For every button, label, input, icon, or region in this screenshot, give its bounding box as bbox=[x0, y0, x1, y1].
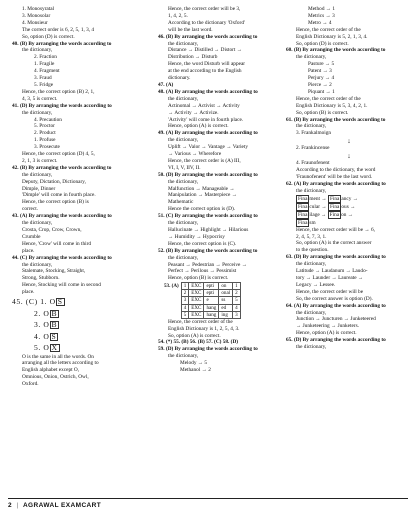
text-line: 1, 4, 2, 5. bbox=[168, 12, 188, 19]
column-middle bbox=[158, 6, 276, 374]
text-line: Hence, the correct option (D) 4, 5, bbox=[22, 151, 95, 158]
text-fragment: → bbox=[320, 203, 328, 210]
text-fragment: O bbox=[43, 343, 50, 353]
text-fragment: ilage bbox=[309, 211, 320, 218]
text-fragment: ment bbox=[309, 195, 321, 202]
text-line: 54. (*) 55. (B) 56. (B) 57. (C) 58. (D) bbox=[158, 339, 239, 346]
boxed-letter: Fina bbox=[298, 219, 308, 226]
text-line: 4. Monsieur bbox=[22, 19, 48, 26]
text-line: 50. (D) By arranging the words according to bbox=[158, 171, 258, 178]
table-cell: EXC bbox=[189, 283, 204, 290]
text-line: According to the dictionary, the word bbox=[296, 167, 376, 174]
text-line: → Activity → Activize. bbox=[168, 109, 219, 116]
text-line: Pasture → 5 bbox=[308, 61, 335, 68]
text-line: So, option (A) is correct. bbox=[168, 332, 221, 339]
text-line: Hence, the word Disturb will appear bbox=[168, 61, 246, 68]
text-line: 'Activity' will come in fourth place. bbox=[168, 116, 244, 123]
text-line: English alphabet except O, bbox=[22, 367, 80, 374]
text-line: the dictionary, bbox=[168, 178, 199, 185]
text-line: Mathematic bbox=[168, 199, 194, 206]
text-line: Hence, option (A) is correct. bbox=[168, 123, 229, 130]
table-cell bbox=[162, 304, 181, 311]
text-line: Stalemate, Stocking, Straight, bbox=[22, 268, 86, 275]
text-fragment: ancy bbox=[341, 195, 352, 202]
text-line: English Dictionary is 5, 2, 1, 3, 4. bbox=[296, 33, 368, 40]
column-middle-bottom bbox=[158, 319, 276, 374]
text-line: Hence, the correct option (B) is bbox=[22, 199, 89, 206]
text-line: Latitude → Laudanum → Laudo- bbox=[296, 268, 368, 275]
text-line: 3. Frankalmoign bbox=[296, 130, 332, 137]
table-cell: hang bbox=[204, 311, 219, 318]
text-line: 4, 3, 5 is correct. bbox=[22, 95, 58, 102]
table-row bbox=[162, 283, 240, 290]
text-line: Methanol → 2 bbox=[180, 367, 211, 374]
text-line: 43. (A) By arranging the words according to bbox=[12, 213, 112, 220]
text-fragment: O bbox=[43, 331, 50, 341]
text-line bbox=[12, 342, 146, 354]
text-line: So, option (D) is correct. bbox=[22, 33, 75, 40]
text-line: 3. Monosolar bbox=[22, 12, 51, 19]
text-fragment: on bbox=[341, 211, 347, 218]
text-fragment: 45. (C) 1. bbox=[12, 297, 50, 307]
text-line: 47. (A) bbox=[158, 81, 174, 88]
text-fragment: → bbox=[351, 195, 359, 202]
text-line: will be the last word. bbox=[168, 26, 213, 33]
text-line: Hence, option (B) is correct. bbox=[168, 275, 229, 282]
page-footer bbox=[8, 498, 408, 512]
table-cell: 1 bbox=[233, 283, 241, 290]
text-line: the dictionary, bbox=[22, 220, 53, 227]
boxed-letter: Fina bbox=[329, 195, 340, 202]
table-cell: epti bbox=[204, 290, 219, 297]
text-line: 61. (B) By arranging the words according to bbox=[286, 116, 386, 123]
text-line: Piquant → 1 bbox=[308, 88, 335, 95]
text-line: 1. Fragile bbox=[34, 61, 55, 68]
text-line: place. bbox=[22, 289, 35, 296]
boxed-letter: Fina bbox=[298, 195, 308, 202]
table-cell: 3 bbox=[181, 297, 189, 304]
text-line: 60. (B) By arranging the words according to bbox=[286, 47, 386, 54]
text-line bbox=[286, 195, 412, 203]
text-line: Manipulation → Masterpiece → bbox=[168, 192, 237, 199]
text-line: ↓ bbox=[347, 152, 351, 161]
text-line: 52. (B) By arranging the words according to bbox=[158, 247, 258, 254]
boxed-letter: Fina bbox=[329, 211, 340, 218]
table-cell: EXC bbox=[189, 290, 204, 297]
text-line bbox=[12, 296, 146, 308]
text-line: 5. Proctor bbox=[34, 123, 55, 130]
text-line: Hence, the correct option (B) 2, 1, bbox=[22, 88, 95, 95]
text-line: dictionary. bbox=[168, 75, 191, 82]
text-line: So, the correct answer is option (D). bbox=[296, 295, 373, 302]
text-line: correct. bbox=[22, 206, 39, 213]
text-line: 46. (B) By arranging the words according to bbox=[158, 33, 258, 40]
text-line: → Various → Wherefore bbox=[168, 151, 222, 158]
text-line: Oxford. bbox=[22, 381, 39, 388]
text-line: Method → 1 bbox=[308, 6, 336, 12]
text-line: 41. (D) By arranging the words according to bbox=[12, 102, 112, 109]
text-line: Hence, the correct order of the bbox=[296, 95, 361, 102]
text-fragment: sm bbox=[309, 219, 316, 226]
text-line: 1. Profuse bbox=[34, 137, 56, 144]
text-fragment: → bbox=[346, 211, 354, 218]
text-line: Perfect → Perilous → Pessimist bbox=[168, 268, 237, 275]
text-line: Crumble bbox=[22, 233, 41, 240]
table-cell: 1 bbox=[181, 283, 189, 290]
text-line: 'Fraunofenent' will be the last word. bbox=[296, 173, 373, 180]
text-line: VI, I, V, IIV, II. bbox=[168, 164, 201, 171]
text-line: Strong, Stubborn. bbox=[22, 275, 60, 282]
text-line: Actinomal → Activist → Activity bbox=[168, 102, 240, 109]
text-line: the dictionary, bbox=[296, 123, 327, 130]
text-fragment: O bbox=[49, 297, 56, 307]
table-row bbox=[162, 290, 240, 297]
text-line: the dictionary, bbox=[168, 220, 199, 227]
text-fragment: 2. bbox=[34, 308, 44, 318]
text-line: Perjury → 4 bbox=[308, 75, 335, 82]
text-line: Hence, option (A) is correct. bbox=[296, 330, 357, 337]
text-line: tory → Launder → Laureate → bbox=[296, 275, 364, 281]
text-line bbox=[12, 319, 146, 331]
text-line: Distribution → Disturb bbox=[168, 54, 218, 61]
boxed-letter: Fina bbox=[298, 211, 308, 218]
text-line: So, option (B) is correct. bbox=[296, 109, 349, 116]
table-cell: ed bbox=[219, 304, 233, 311]
table-cell bbox=[162, 290, 181, 297]
boxed-letter: Fina bbox=[329, 203, 340, 210]
text-line: Hence the correct option is (D). bbox=[168, 206, 236, 213]
table-cell: ing bbox=[219, 311, 233, 318]
table-cell: 2 bbox=[181, 290, 189, 297]
table-cell: 4 bbox=[233, 304, 241, 311]
text-fragment: 4. bbox=[34, 331, 44, 341]
text-fragment: 5. bbox=[34, 343, 44, 353]
text-line: 62. (A) By arranging the words according to bbox=[286, 180, 386, 187]
table-row bbox=[162, 304, 240, 311]
text-fragment: → bbox=[348, 203, 356, 210]
text-line: 2. Frankincense bbox=[296, 145, 330, 152]
table-cell: e bbox=[204, 297, 219, 304]
text-line: 51. (C) By arranging the words according to bbox=[158, 213, 258, 220]
text-line: Pierce → 2 bbox=[308, 81, 332, 88]
text-line: 4. Fraunofenent bbox=[296, 160, 330, 167]
page-number: 2 bbox=[8, 502, 12, 509]
text-line: 'Dimple' will come in fourth place. bbox=[22, 192, 96, 199]
text-line: 2. Fraction bbox=[34, 54, 57, 61]
text-line: Hence, the correct option is (C). bbox=[168, 240, 237, 247]
text-line: the dictionary, bbox=[22, 171, 53, 178]
text-line: Melody → 5 bbox=[180, 360, 208, 367]
text-line: the dictionary, bbox=[296, 261, 327, 268]
text-line: Hence, the correct order of the bbox=[296, 26, 361, 33]
table-cell: 5 bbox=[233, 297, 241, 304]
boxed-letter: B bbox=[51, 308, 58, 318]
column-left bbox=[12, 6, 146, 388]
text-line bbox=[12, 331, 146, 343]
text-line: So, option (A) is the correct answer bbox=[296, 240, 372, 247]
table-cell: on bbox=[219, 283, 233, 290]
text-line: Dimple, Dinner bbox=[22, 185, 56, 192]
text-fragment: → bbox=[320, 195, 328, 202]
text-line: English Dictionary is 1, 2, 5, 4, 3. bbox=[168, 325, 240, 332]
text-line: → Humidity → Hypocrisy bbox=[168, 233, 225, 240]
table-cell: ss bbox=[219, 297, 233, 304]
exc-table bbox=[162, 282, 241, 318]
text-line: Omnious, Onion, Ostrich, Owl, bbox=[22, 374, 89, 381]
text-line: Junction → Juncturen → Junketeered bbox=[296, 316, 376, 323]
table-cell: EXC bbox=[189, 304, 204, 311]
table-cell: EXC bbox=[189, 311, 204, 318]
text-line: the dictionary, bbox=[22, 261, 53, 268]
text-line: O is the same in all the words. On bbox=[22, 353, 94, 360]
text-line: 42. (B) By arranging the words according to bbox=[12, 164, 112, 171]
table-cell: 2 bbox=[233, 290, 241, 297]
text-line: Distance → Distilled → Distort → bbox=[168, 47, 243, 54]
text-line: Crosta, Crop, Crow, Crown, bbox=[22, 227, 82, 233]
table-row bbox=[162, 311, 240, 318]
table-cell: 53. (A) bbox=[164, 283, 179, 290]
column-middle-top bbox=[158, 6, 276, 282]
text-line: to the question. bbox=[296, 247, 329, 254]
text-line bbox=[12, 308, 146, 320]
text-line: Hence, the correct order of the bbox=[168, 318, 233, 325]
text-line: The correct order is 6, 2, 5, 1, 3, 4 bbox=[22, 26, 95, 33]
text-line bbox=[286, 211, 412, 219]
text-line bbox=[286, 219, 412, 227]
text-line: 1. Monosyratal bbox=[22, 6, 55, 12]
text-line: Hence, the correct order is (A) III, bbox=[168, 157, 241, 164]
text-line: 63. (D) By arranging the words according to bbox=[286, 254, 386, 261]
text-line: 4. Precaution bbox=[34, 116, 62, 123]
text-line: the dictionary, bbox=[296, 309, 327, 316]
text-line: the dictionary, bbox=[296, 54, 327, 61]
text-line: 49. (A) By arranging the words according to bbox=[158, 130, 258, 137]
table-cell: 3 bbox=[233, 311, 241, 318]
text-line: 2, 4, 5, 7, 3, 1. bbox=[296, 233, 327, 240]
table-cell: epti bbox=[204, 283, 219, 290]
text-line: Patent → 3 bbox=[308, 68, 332, 75]
table-cell: hang bbox=[204, 304, 219, 311]
text-fragment: O bbox=[43, 308, 50, 318]
text-line: According to the dictionary 'Oxford' bbox=[168, 19, 245, 26]
text-line: Malfunction → Manageable → bbox=[168, 185, 235, 192]
text-line: 4. Fragment bbox=[34, 68, 60, 75]
text-line: the dictionary, bbox=[22, 109, 53, 116]
text-line: the dictionary, bbox=[168, 40, 199, 47]
text-fragment: ous bbox=[341, 203, 349, 210]
text-line: the dictionary, bbox=[168, 353, 199, 360]
text-line: 3. Prosecute bbox=[34, 144, 60, 151]
footer-brand: AGRAWAL EXAMCART bbox=[22, 502, 102, 509]
text-line: Hence, the correct order will be 3, bbox=[168, 6, 241, 12]
text-line: place. bbox=[22, 247, 35, 254]
table-cell: onal bbox=[219, 290, 233, 297]
text-line: 3. Fraud bbox=[34, 75, 52, 82]
text-line: the dictionary, bbox=[22, 47, 53, 54]
text-line: the dictionary, bbox=[168, 137, 199, 144]
text-fragment: → bbox=[319, 211, 328, 218]
text-line: the dictionary, bbox=[168, 95, 199, 102]
table-row bbox=[162, 297, 240, 304]
column-right bbox=[286, 6, 412, 351]
boxed-letter: X bbox=[51, 343, 58, 353]
text-line: arranging all the letters according to bbox=[22, 360, 99, 367]
text-line: the dictionary, bbox=[168, 254, 199, 261]
text-line: Hence, Stocking will come in second bbox=[22, 282, 101, 289]
text-fragment: O bbox=[43, 320, 50, 330]
text-line bbox=[286, 203, 412, 211]
table-cell: 5 bbox=[181, 311, 189, 318]
table-cell: 4 bbox=[181, 304, 189, 311]
text-line: 44. (C) By arranging the words according to bbox=[12, 254, 112, 261]
text-line: Hence, the correct order will be → 6, bbox=[296, 226, 375, 233]
text-line: → Junketeering → Junketers. bbox=[296, 323, 359, 330]
text-line: 48. (A) By arranging the words according to bbox=[158, 88, 258, 95]
text-line: 40. (B) By arranging the words according to bbox=[12, 40, 112, 47]
text-fragment: 3. bbox=[34, 320, 44, 330]
text-fragment: cular bbox=[309, 203, 321, 210]
text-line: 64. (A) By arranging the words according to bbox=[286, 302, 386, 309]
text-line: Hallucinate → Highlight → Hilarious bbox=[168, 227, 249, 233]
boxed-letter: S bbox=[57, 297, 63, 307]
text-line: Peasant → Pedestrian → Perceive → bbox=[168, 261, 247, 268]
text-line: 5. Fridge bbox=[34, 81, 54, 88]
table-cell bbox=[162, 297, 181, 304]
text-line: Metrics → 3 bbox=[308, 12, 335, 19]
text-line: So, option (D) is correct. bbox=[296, 40, 349, 47]
text-line: Hence, the correct order will be bbox=[296, 288, 364, 295]
text-line: the dictionary, bbox=[296, 187, 327, 194]
text-line: Hence, 'Crow' will come in third bbox=[22, 240, 91, 247]
text-line: 59. (D) By arranging the words according to bbox=[158, 346, 258, 353]
text-line: 2. Product bbox=[34, 130, 56, 137]
boxed-letter: S bbox=[51, 331, 57, 341]
text-line: Legacy → Lessee. bbox=[296, 281, 336, 288]
text-line: Deputy, Dictation, Dictionary, bbox=[22, 178, 86, 185]
boxed-letter: B bbox=[51, 320, 58, 330]
text-line: 65. (D) By arranging the words according to bbox=[286, 337, 386, 344]
table-cell bbox=[162, 311, 181, 318]
text-line: English Dictionary is 5, 3, 4, 2, 1. bbox=[296, 102, 368, 109]
footer-separator: | bbox=[16, 502, 19, 509]
table-cell: EXC bbox=[189, 297, 204, 304]
text-line: Metro → 4 bbox=[308, 19, 332, 26]
text-line: at the end according to the English bbox=[168, 68, 242, 75]
text-line: the dictionary, bbox=[296, 344, 327, 351]
text-line: Uplift → Valor → Vantage → Variety bbox=[168, 144, 249, 151]
text-line: 2, 1, 3 is correct. bbox=[22, 157, 58, 164]
boxed-letter: Fina bbox=[298, 203, 308, 210]
text-line: ↓ bbox=[347, 137, 351, 146]
